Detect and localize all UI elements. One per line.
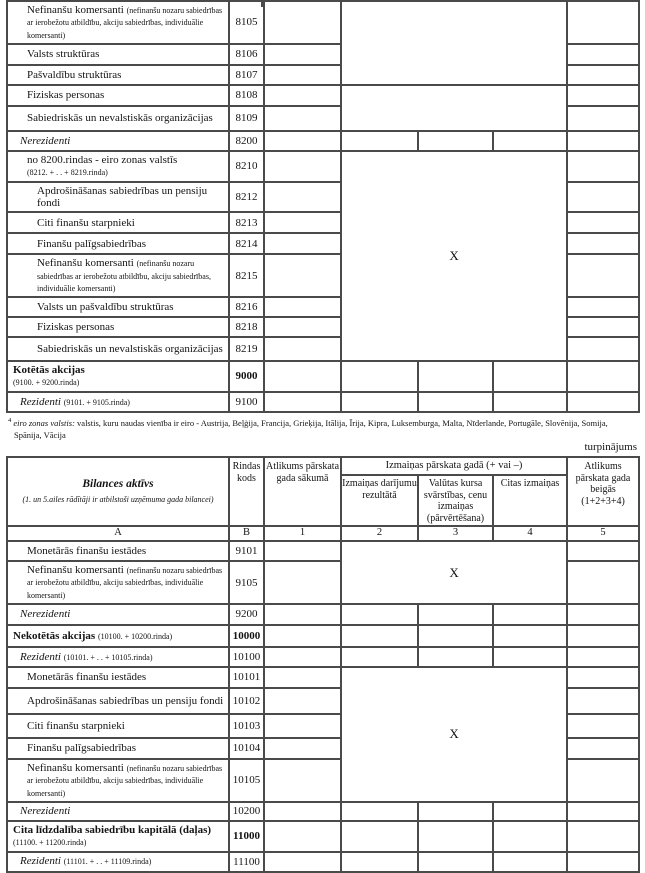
value-cell bbox=[264, 361, 341, 392]
row-label: Sabiedriskās un nevalstiskās organizācijas bbox=[37, 342, 223, 355]
merged-empty-cell bbox=[341, 1, 567, 85]
balance-assets-subtitle: (1. un 5.ailes rādītāji ir atbilstoši uzņēmuma gada bilancei) bbox=[22, 494, 214, 504]
value-cell bbox=[567, 647, 639, 667]
value-cell bbox=[264, 297, 341, 317]
row-10200 bbox=[7, 802, 639, 821]
row-label: Rezidenti bbox=[20, 395, 61, 408]
value-cell bbox=[567, 212, 639, 233]
label-cell bbox=[7, 667, 229, 688]
row-label: Citi finanšu starpnieki bbox=[27, 719, 125, 732]
value-cell bbox=[264, 802, 341, 821]
code-cell: 9105 bbox=[229, 561, 264, 604]
value-cell bbox=[567, 85, 639, 106]
value-cell bbox=[493, 361, 567, 392]
cutoff-column-line bbox=[261, 0, 263, 7]
value-cell bbox=[341, 392, 418, 412]
row-8210 bbox=[7, 151, 639, 182]
value-cell bbox=[493, 821, 567, 852]
label-cell bbox=[7, 1, 229, 44]
value-cell bbox=[264, 688, 341, 714]
code-cell: 8219 bbox=[229, 337, 264, 361]
value-cell bbox=[264, 44, 341, 65]
code-cell: 10103 bbox=[229, 714, 264, 738]
header-transaction-changes: Izmaiņas darījumu rezultātā bbox=[341, 475, 418, 526]
x-cell: X bbox=[341, 151, 567, 361]
row-9000 bbox=[7, 361, 639, 392]
code-cell: 10100 bbox=[229, 647, 264, 667]
code-cell: 8212 bbox=[229, 182, 264, 213]
row-9200 bbox=[7, 604, 639, 625]
row-note: (nefinanšu nozaru sabiedrības ar ierobežotu atbildību, akciju sabiedrības, individuālie komersanti) bbox=[37, 259, 211, 293]
value-cell bbox=[264, 254, 341, 297]
value-cell bbox=[264, 647, 341, 667]
col-letter-5: 5 bbox=[567, 526, 639, 541]
label-cell bbox=[7, 44, 229, 65]
row-note: (8212. + . . + 8219.rinda) bbox=[27, 168, 108, 178]
value-cell bbox=[341, 647, 418, 667]
label-cell bbox=[7, 714, 229, 738]
value-cell bbox=[264, 561, 341, 604]
footnote-lead: eiro zonas valstis: bbox=[11, 417, 75, 428]
label-cell bbox=[7, 688, 229, 714]
header-row-code: Rindas kods bbox=[229, 457, 264, 526]
label-cell bbox=[7, 361, 229, 392]
row-10100 bbox=[7, 647, 639, 667]
label-cell bbox=[7, 317, 229, 337]
merged-empty-cell bbox=[341, 85, 567, 131]
code-cell: 8105 bbox=[229, 1, 264, 44]
header-opening-balance: Atlikums pārskata gada sākumā bbox=[264, 457, 341, 526]
row-8200 bbox=[7, 131, 639, 151]
value-cell bbox=[567, 667, 639, 688]
value-cell bbox=[341, 821, 418, 852]
value-cell bbox=[567, 714, 639, 738]
row-11000 bbox=[7, 821, 639, 852]
row-note: (9100. + 9200.rinda) bbox=[13, 378, 80, 388]
code-cell: 8200 bbox=[229, 131, 264, 151]
col-letter-a: A bbox=[7, 526, 229, 541]
value-cell bbox=[418, 625, 493, 647]
label-cell bbox=[7, 561, 229, 604]
value-cell bbox=[567, 604, 639, 625]
value-cell bbox=[341, 131, 418, 151]
value-cell bbox=[264, 182, 341, 213]
value-cell bbox=[264, 738, 341, 759]
value-cell bbox=[567, 131, 639, 151]
value-cell bbox=[264, 212, 341, 233]
value-cell bbox=[567, 541, 639, 561]
code-cell: 9000 bbox=[229, 361, 264, 392]
header-changes-group: Izmaiņas pārskata gadā (+ vai –) bbox=[341, 457, 567, 475]
value-cell bbox=[341, 625, 418, 647]
value-cell bbox=[341, 802, 418, 821]
code-cell: 8106 bbox=[229, 44, 264, 65]
value-cell bbox=[418, 604, 493, 625]
top-table bbox=[6, 0, 640, 413]
value-cell bbox=[567, 297, 639, 317]
value-cell bbox=[264, 821, 341, 852]
row-label: Nefinanšu komersanti bbox=[27, 761, 124, 774]
value-cell bbox=[567, 852, 639, 872]
value-cell bbox=[567, 182, 639, 213]
label-cell bbox=[7, 106, 229, 131]
value-cell bbox=[493, 852, 567, 872]
label-cell bbox=[7, 212, 229, 233]
value-cell bbox=[264, 233, 341, 254]
value-cell bbox=[264, 541, 341, 561]
value-cell bbox=[567, 233, 639, 254]
row-note: (nefinanšu nozaru sabiedrības ar ierobežotu atbildību, akciju sabiedrības, individuālie komersanti) bbox=[27, 566, 223, 600]
col-letter-2: 2 bbox=[341, 526, 418, 541]
header-row-letters bbox=[7, 526, 639, 541]
value-cell bbox=[341, 604, 418, 625]
value-cell bbox=[567, 1, 639, 44]
row-note: (11100. + 11200.rinda) bbox=[13, 838, 87, 848]
row-label: Finanšu palīgsabiedrības bbox=[37, 237, 147, 250]
value-cell bbox=[341, 361, 418, 392]
value-cell bbox=[567, 688, 639, 714]
row-label: Apdrošināšanas sabiedrības un pensiju fondi bbox=[37, 184, 208, 209]
row-label: Monetārās finanšu iestādes bbox=[27, 544, 147, 557]
label-cell bbox=[7, 85, 229, 106]
code-cell: 10104 bbox=[229, 738, 264, 759]
code-cell: 8210 bbox=[229, 151, 264, 182]
code-cell: 8107 bbox=[229, 65, 264, 85]
code-cell: 11000 bbox=[229, 821, 264, 852]
label-cell bbox=[7, 852, 229, 872]
header-closing-balance: Atlikums pārskata gada beigās (1+2+3+4) bbox=[567, 457, 639, 526]
row-label: Rezidenti bbox=[20, 855, 61, 868]
row-label: Pašvaldību struktūras bbox=[27, 68, 122, 81]
value-cell bbox=[418, 361, 493, 392]
row-label: Valsts struktūras bbox=[27, 48, 100, 61]
value-cell bbox=[567, 625, 639, 647]
value-cell bbox=[567, 802, 639, 821]
col-letter-1: 1 bbox=[264, 526, 341, 541]
row-label: Monetārās finanšu iestādes bbox=[27, 671, 147, 684]
row-label: Finanšu palīgsabiedrības bbox=[27, 742, 137, 755]
value-cell bbox=[264, 317, 341, 337]
label-cell bbox=[7, 647, 229, 667]
footnote bbox=[8, 416, 626, 441]
row-label: Valsts un pašvaldību struktūras bbox=[37, 300, 174, 313]
row-label: Fiziskas personas bbox=[37, 320, 115, 333]
row-label: Apdrošināšanas sabiedrības un pensiju fondi bbox=[27, 694, 224, 707]
label-cell bbox=[7, 821, 229, 852]
value-cell bbox=[264, 852, 341, 872]
footnote-marker: 4 bbox=[8, 416, 12, 424]
value-cell bbox=[264, 759, 341, 802]
row-note: (nefinanšu nozaru sabiedrības ar ierobežotu atbildību, akciju sabiedrības, individuālie komersanti) bbox=[27, 763, 223, 798]
row-note: (10100. + 10200.rinda) bbox=[97, 631, 173, 641]
code-cell: 11100 bbox=[229, 852, 264, 872]
row-note: (10101. + . . + 10105.rinda) bbox=[63, 652, 153, 662]
value-cell bbox=[418, 852, 493, 872]
row-10101 bbox=[7, 667, 639, 688]
code-cell: 9100 bbox=[229, 392, 264, 412]
row-note: (9101. + 9105.rinda) bbox=[63, 397, 130, 407]
code-cell: 10000 bbox=[229, 625, 264, 647]
label-cell bbox=[7, 182, 229, 213]
label-cell bbox=[7, 337, 229, 361]
code-cell: 8214 bbox=[229, 233, 264, 254]
x-cell: X bbox=[341, 541, 567, 604]
col-letter-3: 3 bbox=[418, 526, 493, 541]
label-cell bbox=[7, 738, 229, 759]
label-cell bbox=[7, 254, 229, 297]
code-cell: 8108 bbox=[229, 85, 264, 106]
value-cell bbox=[567, 254, 639, 297]
value-cell bbox=[567, 738, 639, 759]
value-cell bbox=[493, 131, 567, 151]
row-8105 bbox=[7, 1, 639, 44]
row-label: Nerezidenti bbox=[20, 134, 71, 147]
header-other-changes: Citas izmaiņas bbox=[493, 475, 567, 526]
value-cell bbox=[418, 647, 493, 667]
code-cell: 8215 bbox=[229, 254, 264, 297]
value-cell bbox=[567, 392, 639, 412]
col-letter-4: 4 bbox=[493, 526, 567, 541]
row-label: Nekotētās akcijas bbox=[13, 629, 96, 642]
label-cell bbox=[7, 65, 229, 85]
value-cell bbox=[418, 392, 493, 412]
x-cell: X bbox=[341, 667, 567, 802]
value-cell bbox=[264, 625, 341, 647]
header-row-group bbox=[7, 457, 639, 475]
label-cell bbox=[7, 392, 229, 412]
header-balance-assets bbox=[7, 457, 229, 526]
row-9101 bbox=[7, 541, 639, 561]
value-cell bbox=[418, 131, 493, 151]
code-cell: 10200 bbox=[229, 802, 264, 821]
code-cell: 9101 bbox=[229, 541, 264, 561]
value-cell bbox=[567, 759, 639, 802]
value-cell bbox=[264, 714, 341, 738]
value-cell bbox=[567, 65, 639, 85]
row-label: Rezidenti bbox=[20, 650, 61, 663]
footnote-text: valstis, kuru naudas vienība ir eiro - Austrija, Beļģija, Francija, Grieķija, Itālija, Īrija, Kipra, Luksemburga, Malta, Nīderlande, Portugāle, Slovēnija, Somija, Spānija, Vācija bbox=[14, 417, 608, 440]
header-revaluation-changes: Valūtas kursa svārstības, cenu izmaiņas (pārvērtēšana) bbox=[418, 475, 493, 526]
value-cell bbox=[493, 625, 567, 647]
row-label: Nerezidenti bbox=[20, 805, 71, 818]
value-cell bbox=[493, 647, 567, 667]
value-cell bbox=[493, 392, 567, 412]
code-cell: 8216 bbox=[229, 297, 264, 317]
code-cell: 8213 bbox=[229, 212, 264, 233]
value-cell bbox=[264, 131, 341, 151]
row-note: (11101. + . . + 11109.rinda) bbox=[63, 857, 152, 867]
code-cell: 10102 bbox=[229, 688, 264, 714]
row-label: Kotētās akcijas bbox=[13, 364, 85, 377]
continuation-table bbox=[6, 456, 640, 873]
row-label: Nefinanšu komersanti bbox=[27, 4, 124, 16]
label-cell bbox=[7, 151, 229, 182]
value-cell bbox=[567, 337, 639, 361]
value-cell bbox=[264, 65, 341, 85]
label-cell bbox=[7, 131, 229, 151]
value-cell bbox=[264, 337, 341, 361]
code-cell: 9200 bbox=[229, 604, 264, 625]
value-cell bbox=[264, 85, 341, 106]
label-cell bbox=[7, 541, 229, 561]
row-label: Nefinanšu komersanti bbox=[27, 564, 124, 577]
label-cell bbox=[7, 297, 229, 317]
value-cell bbox=[567, 317, 639, 337]
row-9100 bbox=[7, 392, 639, 412]
continuation-label: turpinājums bbox=[584, 441, 637, 454]
row-10000 bbox=[7, 625, 639, 647]
code-cell: 10101 bbox=[229, 667, 264, 688]
label-cell bbox=[7, 759, 229, 802]
value-cell bbox=[264, 392, 341, 412]
row-label: Fiziskas personas bbox=[27, 89, 105, 102]
value-cell bbox=[418, 802, 493, 821]
value-cell bbox=[567, 151, 639, 182]
value-cell bbox=[341, 852, 418, 872]
row-11100 bbox=[7, 852, 639, 872]
label-cell bbox=[7, 625, 229, 647]
value-cell bbox=[264, 1, 341, 44]
value-cell bbox=[264, 604, 341, 625]
row-8108 bbox=[7, 85, 639, 106]
row-label: Sabiedriskās un nevalstiskās organizācijas bbox=[27, 112, 213, 125]
label-cell bbox=[7, 233, 229, 254]
value-cell bbox=[567, 821, 639, 852]
value-cell bbox=[567, 44, 639, 65]
value-cell bbox=[567, 106, 639, 131]
row-label: Nerezidenti bbox=[20, 608, 71, 621]
code-cell: 8218 bbox=[229, 317, 264, 337]
value-cell bbox=[418, 821, 493, 852]
label-cell bbox=[7, 604, 229, 625]
row-note: (nefinanšu nozaru sabiedrības ar ierobežotu atbildību, akciju sabiedrības, individuālie komersanti) bbox=[27, 6, 223, 40]
value-cell bbox=[567, 361, 639, 392]
col-letter-b: B bbox=[229, 526, 264, 541]
balance-assets-title: Bilances aktīvs bbox=[82, 477, 154, 490]
value-cell bbox=[264, 106, 341, 131]
value-cell bbox=[493, 604, 567, 625]
value-cell bbox=[264, 667, 341, 688]
row-label: no 8200.rindas - eiro zonas valstīs bbox=[27, 153, 178, 166]
code-cell: 10105 bbox=[229, 759, 264, 802]
row-label: Nefinanšu komersanti bbox=[37, 257, 134, 270]
code-cell: 8109 bbox=[229, 106, 264, 131]
row-label: Cita līdzdalība sabiedrību kapitālā (daļas) bbox=[13, 823, 212, 836]
label-cell bbox=[7, 802, 229, 821]
value-cell bbox=[493, 802, 567, 821]
value-cell bbox=[567, 561, 639, 604]
row-label: Citi finanšu starpnieki bbox=[37, 216, 135, 229]
value-cell bbox=[264, 151, 341, 182]
